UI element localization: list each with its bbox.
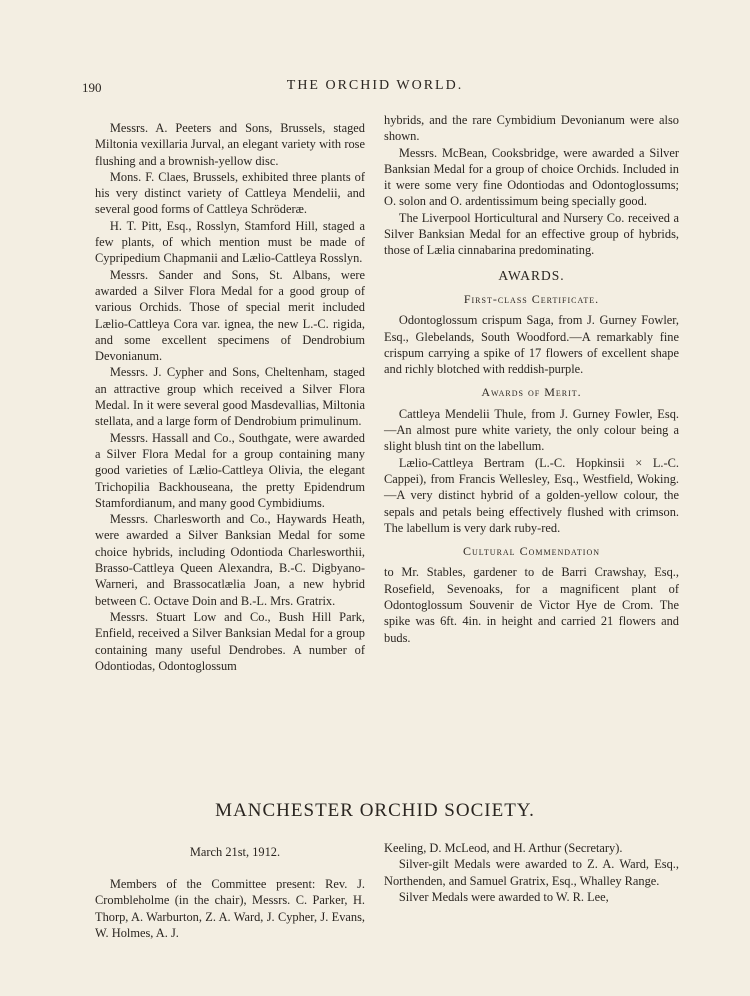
paragraph: Lælio-Cattleya Bertram (L.-C. Hopkinsii × L.-C. Cappei), from Francis Wellesley, Esq., Westfield, Woking.—A very distinct hybrid of a golden-yellow colour, the sepals and petals being effectively flushed with crimson. The labellum is very dark ruby-red. [384, 455, 679, 535]
left-column [95, 120, 365, 674]
paragraph: Messrs. Charlesworth and Co., Haywards Heath, were awarded a Silver Banksian Medal for some choice hybrids, including Odontioda Charlesworthii, Brasso-Cattleya Queen Alexandra, B.-C. Digbyano-Warneri, and Brassocatlælia Joan, a new hybrid between C. Octave Doin and B.-L. Mrs. Gratrix. [95, 512, 365, 608]
paragraph: to Mr. Stables, gardener to de Barri Crawshay, Esq., Rosefield, Sevenoaks, for a magnificent plant of Odontoglossum Souvenir de Victor Hye de Crom. The spike was 6ft. 4in. in height and carried 21 flowers and buds. [384, 565, 679, 645]
page-number: 190 [82, 80, 102, 95]
right-column [384, 112, 679, 646]
continuation-paragraph: hybrids, and the rare Cymbidium Devonianum were also shown. [384, 113, 679, 144]
paragraph: H. T. Pitt, Esq., Rosslyn, Stamford Hill, staged a few plants, of which mention must be made of Cypripedium Chapmanii and Lælio-Cattleya Rosslyn. [95, 218, 365, 266]
paragraph: Messrs. McBean, Cooksbridge, were awarded a Silver Banksian Medal for a group of choice Orchids. Included in it were some very fine Odontiodas and Odontoglossums; O. solon and O. ardentissimum being specially good. [384, 145, 679, 209]
paragraph: Silver Medals were awarded to W. R. Lee, [398, 889, 609, 904]
society-right-column [384, 840, 679, 905]
first-class-heading: First-class Certificate. [463, 291, 600, 306]
running-title: THE ORCHID WORLD. [286, 78, 464, 93]
paragraph: Keeling, D. McLeod, and H. Arthur (Secretary). [384, 841, 623, 855]
paragraph: The Liverpool Horticultural and Nursery Co. received a Silver Banksian Medal for an effective group of hybrids, those of Lælia cinnabarina predominating. [384, 210, 679, 258]
paragraph: Cattleya Mendelii Thule, from J. Gurney Fowler, Esq.—An almost pure white variety, the only colour being a slight blush tint on the labellum. [384, 406, 679, 454]
cultural-heading: Cultural Commendation [462, 544, 601, 559]
paragraph: Members of the Committee present: Rev. J. Crombleholme (in the chair), Messrs. C. Parker, H. Thorp, A. Warburton, Z. A. Ward, J. Cypher, J. Evans, W. Holmes, A. J. [95, 877, 365, 940]
paragraph: Messrs. J. Cypher and Sons, Cheltenham, staged an attractive group which received a Silver Flora Medal. In it were several good Masdevallias, Miltonia stellata, and a large form of Dendrobium primulinum. [95, 365, 365, 429]
merit-heading: Awards of Merit. [481, 385, 582, 400]
awards-heading: AWARDS. [498, 267, 565, 283]
paragraph: Silver-gilt Medals were awarded to Z. A. Ward, Esq., Northenden, and Samuel Gratrix, Esq., Whalley Range. [384, 857, 679, 888]
paragraph: Mons. F. Claes, Brussels, exhibited three plants of his very distinct variety of Cattleya Mendelii, and several good forms of Cattleya Schröderæ. [95, 169, 365, 217]
paragraph: Messrs. A. Peeters and Sons, Brussels, staged Miltonia vexillaria Jurval, an elegant variety with rose flushing and a brownish-yellow disc. [95, 121, 365, 168]
paragraph: Messrs. Sander and Sons, St. Albans, were awarded a Silver Flora Medal for a good group of various Orchids. Those of special merit included Lælio-Cattleya Cora var. ignea, the new L.-C. rigida, and some excellent specimens of Dendrobium Devonianum. [95, 267, 365, 364]
paragraph: Messrs. Stuart Low and Co., Bush Hill Park, Enfield, received a Silver Banksian Medal for a group containing many useful Dendrobes. A number of Odontiodas, Odontoglossum [95, 609, 365, 673]
meeting-date: March 21st, 1912. [189, 845, 281, 859]
society-left-column [95, 876, 365, 941]
paragraph: Messrs. Hassall and Co., Southgate, were awarded a Silver Flora Medal for a group containing many good varieties of Lælio-Cattleya Olivia, the elegant Trichopilia Backhouseana, the pretty Epidendrum Stamfordianum, and many good Cymbidiums. [95, 430, 365, 510]
society-title: MANCHESTER ORCHID SOCIETY. [215, 800, 535, 821]
paragraph: Odontoglossum crispum Saga, from J. Gurney Fowler, Esq., Glebelands, South Woodford.—A remarkably fine crispum carrying a spike of 17 flowers of excellent shape and richly blotched with reddish-purple. [384, 313, 679, 377]
